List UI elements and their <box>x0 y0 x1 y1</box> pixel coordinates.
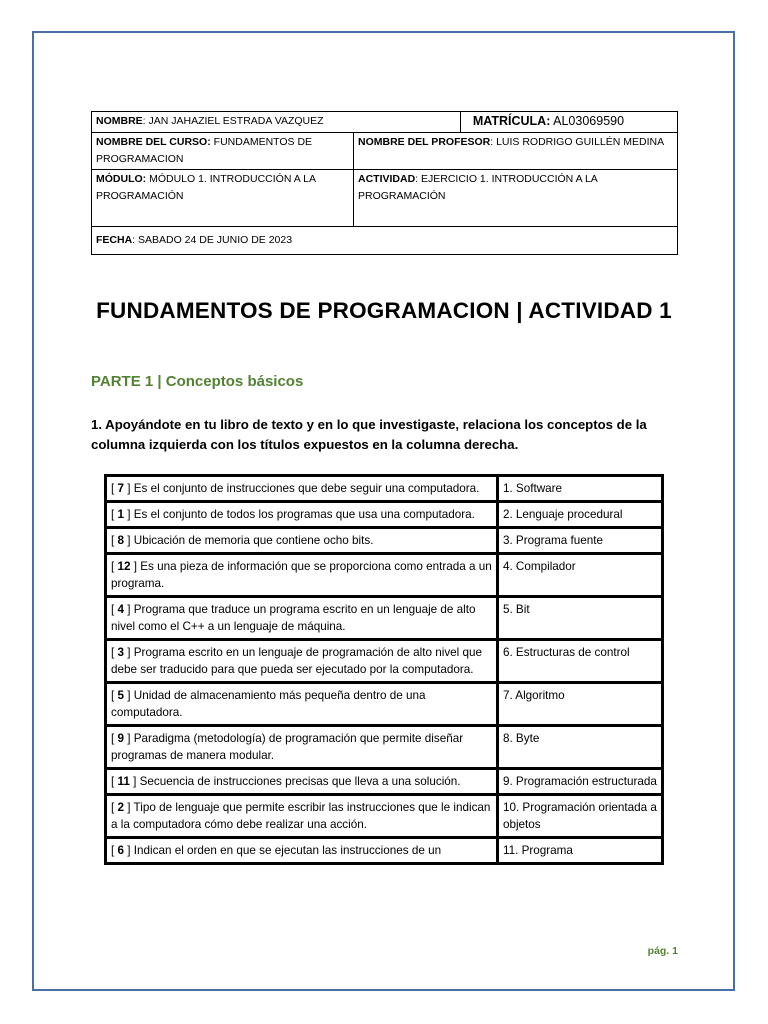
concept-text: ] Programa que traduce un programa escrito en un lenguaje de alto nivel como el C++ a un lenguaje de máquina. <box>111 603 476 633</box>
concept-cell: [ 7 ] Es el conjunto de instrucciones que debe seguir una computadora. <box>106 476 498 501</box>
profesor-label: NOMBRE DEL PROFESOR <box>358 136 491 148</box>
table-row <box>106 596 662 639</box>
concept-cell: [ 5 ] Unidad de almacenamiento más pequeña dentro de una computadora. <box>106 682 498 725</box>
concept-text: ] Es una pieza de información que se proporciona como entrada a un programa. <box>111 560 492 590</box>
answer-number: 2 <box>117 801 125 814</box>
concept-text: ] Secuencia de instrucciones precisas que lleva a una solución. <box>129 775 461 788</box>
profesor-value: : LUIS RODRIGO GUILLÉN MEDINA <box>490 136 665 148</box>
term-cell: 2. Lenguaje procedural <box>498 501 662 527</box>
table-row <box>106 768 662 794</box>
term-cell: 3. Programa fuente <box>498 527 662 553</box>
term-cell: 9. Programación estructurada <box>498 768 662 794</box>
matricula-cell <box>460 112 677 133</box>
table-row <box>106 682 662 725</box>
table-row <box>106 725 662 768</box>
answer-number: 8 <box>117 534 125 547</box>
concept-text: ] Ubicación de memoria que contiene ocho bits. <box>124 534 374 547</box>
concept-cell: [ 6 ] Indican el orden en que se ejecutan las instrucciones de un <box>106 837 498 863</box>
table-row <box>106 794 662 837</box>
table-row <box>106 527 662 553</box>
curso-cell <box>92 133 354 170</box>
answer-number: 6 <box>117 844 125 857</box>
nombre-cell <box>92 112 461 133</box>
curso-value: FUNDAMENTOS DE PROGRAMACION <box>96 136 313 165</box>
curso-label: NOMBRE DEL CURSO: <box>96 136 211 148</box>
answer-number: 3 <box>117 646 125 659</box>
modulo-cell <box>92 170 354 227</box>
answer-number: 12 <box>117 560 131 573</box>
answer-number: 1 <box>117 508 125 521</box>
concept-text: ] Programa escrito en un lenguaje de programación de alto nivel que debe ser traducido para que pueda ser ejecutado por la computadora. <box>111 646 483 676</box>
page-number: pág. 1 <box>647 945 678 957</box>
concept-cell: [ 12 ] Es una pieza de información que se proporciona como entrada a un programa. <box>106 553 498 596</box>
answer-number: 11 <box>117 775 130 788</box>
concept-cell: [ 8 ] Ubicación de memoria que contiene ocho bits. <box>106 527 498 553</box>
concept-text: ] Paradigma (metodología) de programación que permite diseñar programas de manera modular. <box>111 732 464 762</box>
modulo-label: MÓDULO: <box>96 173 147 185</box>
table-row <box>106 639 662 682</box>
concept-cell: [ 1 ] Es el conjunto de todos los programas que usa una computadora. <box>106 501 498 527</box>
answer-number: 4 <box>117 603 125 616</box>
concept-text: ] Unidad de almacenamiento más pequeña dentro de una computadora. <box>111 689 426 719</box>
term-cell: 6. Estructuras de control <box>498 639 662 682</box>
document-title: FUNDAMENTOS DE PROGRAMACION | ACTIVIDAD 1 <box>96 298 672 323</box>
fecha-value: : SABADO 24 DE JUNIO DE 2023 <box>132 234 293 246</box>
term-cell: 11. Programa <box>498 837 662 863</box>
actividad-cell <box>354 170 678 227</box>
term-cell: 4. Compilador <box>498 553 662 596</box>
table-row <box>106 476 662 501</box>
nombre-label: NOMBRE <box>96 115 143 127</box>
answer-number: 5 <box>117 689 125 702</box>
instruction-text: 1. Apoyándote en tu libro de texto y en lo que investigaste, relaciona los conceptos de la columna izquierda con los títulos expuestos en la columna derecha. <box>91 417 647 452</box>
term-cell: 7. Algoritmo <box>498 682 662 725</box>
fecha-label: FECHA <box>96 234 133 246</box>
matricula-label: MATRÍCULA: <box>472 114 551 128</box>
actividad-value: : EJERCICIO 1. INTRODUCCIÓN A LA PROGRAMACIÓN <box>358 173 598 202</box>
table-row <box>106 837 662 863</box>
concept-text: ] Es el conjunto de instrucciones que debe seguir una computadora. <box>124 482 480 495</box>
term-cell: 5. Bit <box>498 596 662 639</box>
student-info-table <box>91 111 678 255</box>
table-row <box>106 501 662 527</box>
modulo-value: MÓDULO 1. INTRODUCCIÓN A LA PROGRAMACIÓN <box>96 173 316 202</box>
concept-text: ] Indican el orden en que se ejecutan las instrucciones de un <box>124 844 442 857</box>
nombre-value: : JAN JAHAZIEL ESTRADA VAZQUEZ <box>142 115 324 127</box>
concept-cell: [ 3 ] Programa escrito en un lenguaje de programación de alto nivel que debe ser traducido para que pueda ser ejecutado por la computadora. <box>106 639 498 682</box>
concept-cell: [ 4 ] Programa que traduce un programa escrito en un lenguaje de alto nivel como el C++ a un lenguaje de máquina. <box>106 596 498 639</box>
answer-number: 9 <box>117 732 125 745</box>
answer-number: 7 <box>117 482 125 495</box>
actividad-label: ACTIVIDAD <box>358 173 416 185</box>
concept-text: ] Tipo de lenguaje que permite escribir las instrucciones que le indican a la computadora cómo debe realizar una acción. <box>111 801 491 831</box>
matching-table <box>104 474 664 865</box>
profesor-cell <box>354 133 678 170</box>
concept-cell: [ 11 ] Secuencia de instrucciones precisas que lleva a una solución. <box>106 768 498 794</box>
concept-cell: [ 2 ] Tipo de lenguaje que permite escribir las instrucciones que le indican a la computadora cómo debe realizar una acción. <box>106 794 498 837</box>
concept-cell: [ 9 ] Paradigma (metodología) de programación que permite diseñar programas de manera modular. <box>106 725 498 768</box>
term-cell: 8. Byte <box>498 725 662 768</box>
matricula-value: AL03069590 <box>550 114 625 128</box>
concept-text: ] Es el conjunto de todos los programas que usa una computadora. <box>124 508 475 521</box>
term-cell: 1. Software <box>498 476 662 501</box>
fecha-cell <box>92 227 678 255</box>
table-row <box>106 553 662 596</box>
part-title: PARTE 1 | Conceptos básicos <box>91 373 304 390</box>
term-cell: 10. Programación orientada a objetos <box>498 794 662 837</box>
